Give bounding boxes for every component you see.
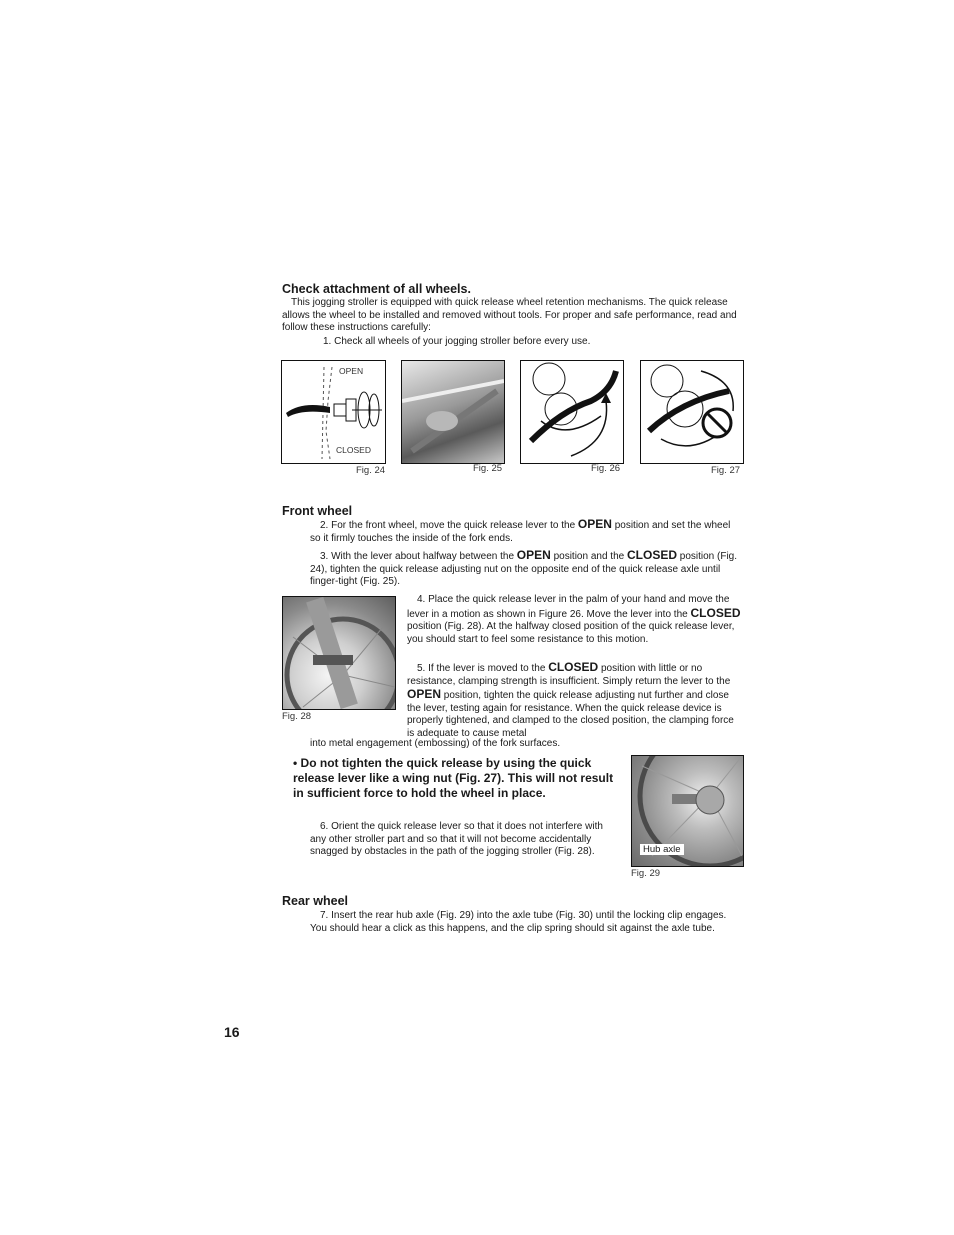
- hub-axle-label: Hub axle: [640, 844, 684, 855]
- wheel-photo: [402, 361, 504, 463]
- caption-fig-27: Fig. 27: [711, 465, 741, 476]
- keyword-closed: CLOSED: [626, 548, 677, 562]
- keyword-closed: CLOSED: [548, 660, 599, 674]
- figure-28: [282, 596, 396, 710]
- step-2: 2. For the front wheel, move the quick release lever to the OPEN position and set the wheel so it firmly touches the inside of the fork ends.: [310, 517, 731, 544]
- section-heading-rear-wheel: Rear wheel: [282, 894, 349, 908]
- keyword-open: OPEN: [577, 517, 612, 531]
- label-closed: CLOSED: [336, 445, 371, 455]
- wing-nut-warning-diagram: [641, 361, 743, 463]
- caption-fig-29: Fig. 29: [631, 868, 661, 879]
- section-heading-check: Check attachment of all wheels.: [282, 282, 471, 296]
- fork-photo: [283, 597, 395, 709]
- caption-fig-28: Fig. 28: [282, 711, 312, 722]
- keyword-closed: CLOSED: [690, 605, 741, 620]
- figure-24: [281, 360, 386, 464]
- figure-26: [520, 360, 624, 464]
- page-number: 16: [224, 1024, 240, 1040]
- step-7: 7. Insert the rear hub axle (Fig. 29) into the axle tube (Fig. 30) until the locking clip engages. You should hear a click as this happens, and the clip spring should sit against the axle tube.: [310, 910, 727, 934]
- figure-25: [401, 360, 505, 464]
- intro-paragraph: This jogging stroller is equipped with quick release wheel retention mechanisms. The quick release allows the wheel to be installed and removed without tools. For proper and safe performance, read and follow these instructions carefully:: [282, 297, 737, 333]
- step-4: 4. Place the quick release lever in the palm of your hand and move the lever in a motion as shown in Figure 26. Move the lever into the CLOSED position (Fig. 28). At the halfway closed position of the quick release lever, you should start to feel some resistance to this motion.: [407, 594, 741, 645]
- section-heading-front-wheel: Front wheel: [282, 504, 353, 518]
- label-open: OPEN: [339, 366, 364, 376]
- keyword-open: OPEN: [516, 548, 551, 562]
- warning-text: • Do not tighten the quick release by using the quick release lever like a wing nut (Fig. 27). This will not result in sufficient force to hold the wheel in place.: [293, 756, 614, 800]
- caption-fig-25: Fig. 25: [473, 463, 503, 474]
- lever-motion-diagram: [521, 361, 623, 463]
- step-6: 6. Orient the quick release lever so that it does not interfere with any other stroller part and so that it will not become accidentally snagged by obstacles in the path of the jogging stroller (Fig. 28).: [310, 821, 603, 857]
- step-5-continued: into metal engagement (embossing) of the fork surfaces.: [310, 738, 561, 749]
- figure-29: [631, 755, 744, 867]
- figure-27: [640, 360, 744, 464]
- caption-fig-26: Fig. 26: [591, 463, 621, 474]
- keyword-open: OPEN: [407, 687, 442, 701]
- step-1: 1. Check all wheels of your jogging stroller before every use.: [323, 336, 591, 347]
- caption-fig-24: Fig. 24: [356, 465, 386, 476]
- step-3: 3. With the lever about halfway between the OPEN position and the CLOSED position (Fig. 24), tighten the quick release adjusting nut on the opposite end of the quick release axle until finger-tight (Fig. 25).: [310, 548, 738, 587]
- step-5: 5. If the lever is moved to the CLOSED position with little or no resistance, clamping strength is insufficient. Simply return the lever to the OPEN position, tighten the quick release adjusting nut further and close the lever, testing again for resistance. When the quick release device is properly tightened, and clamped to the closed position, the clamping force is adequate to cause metal: [407, 660, 734, 739]
